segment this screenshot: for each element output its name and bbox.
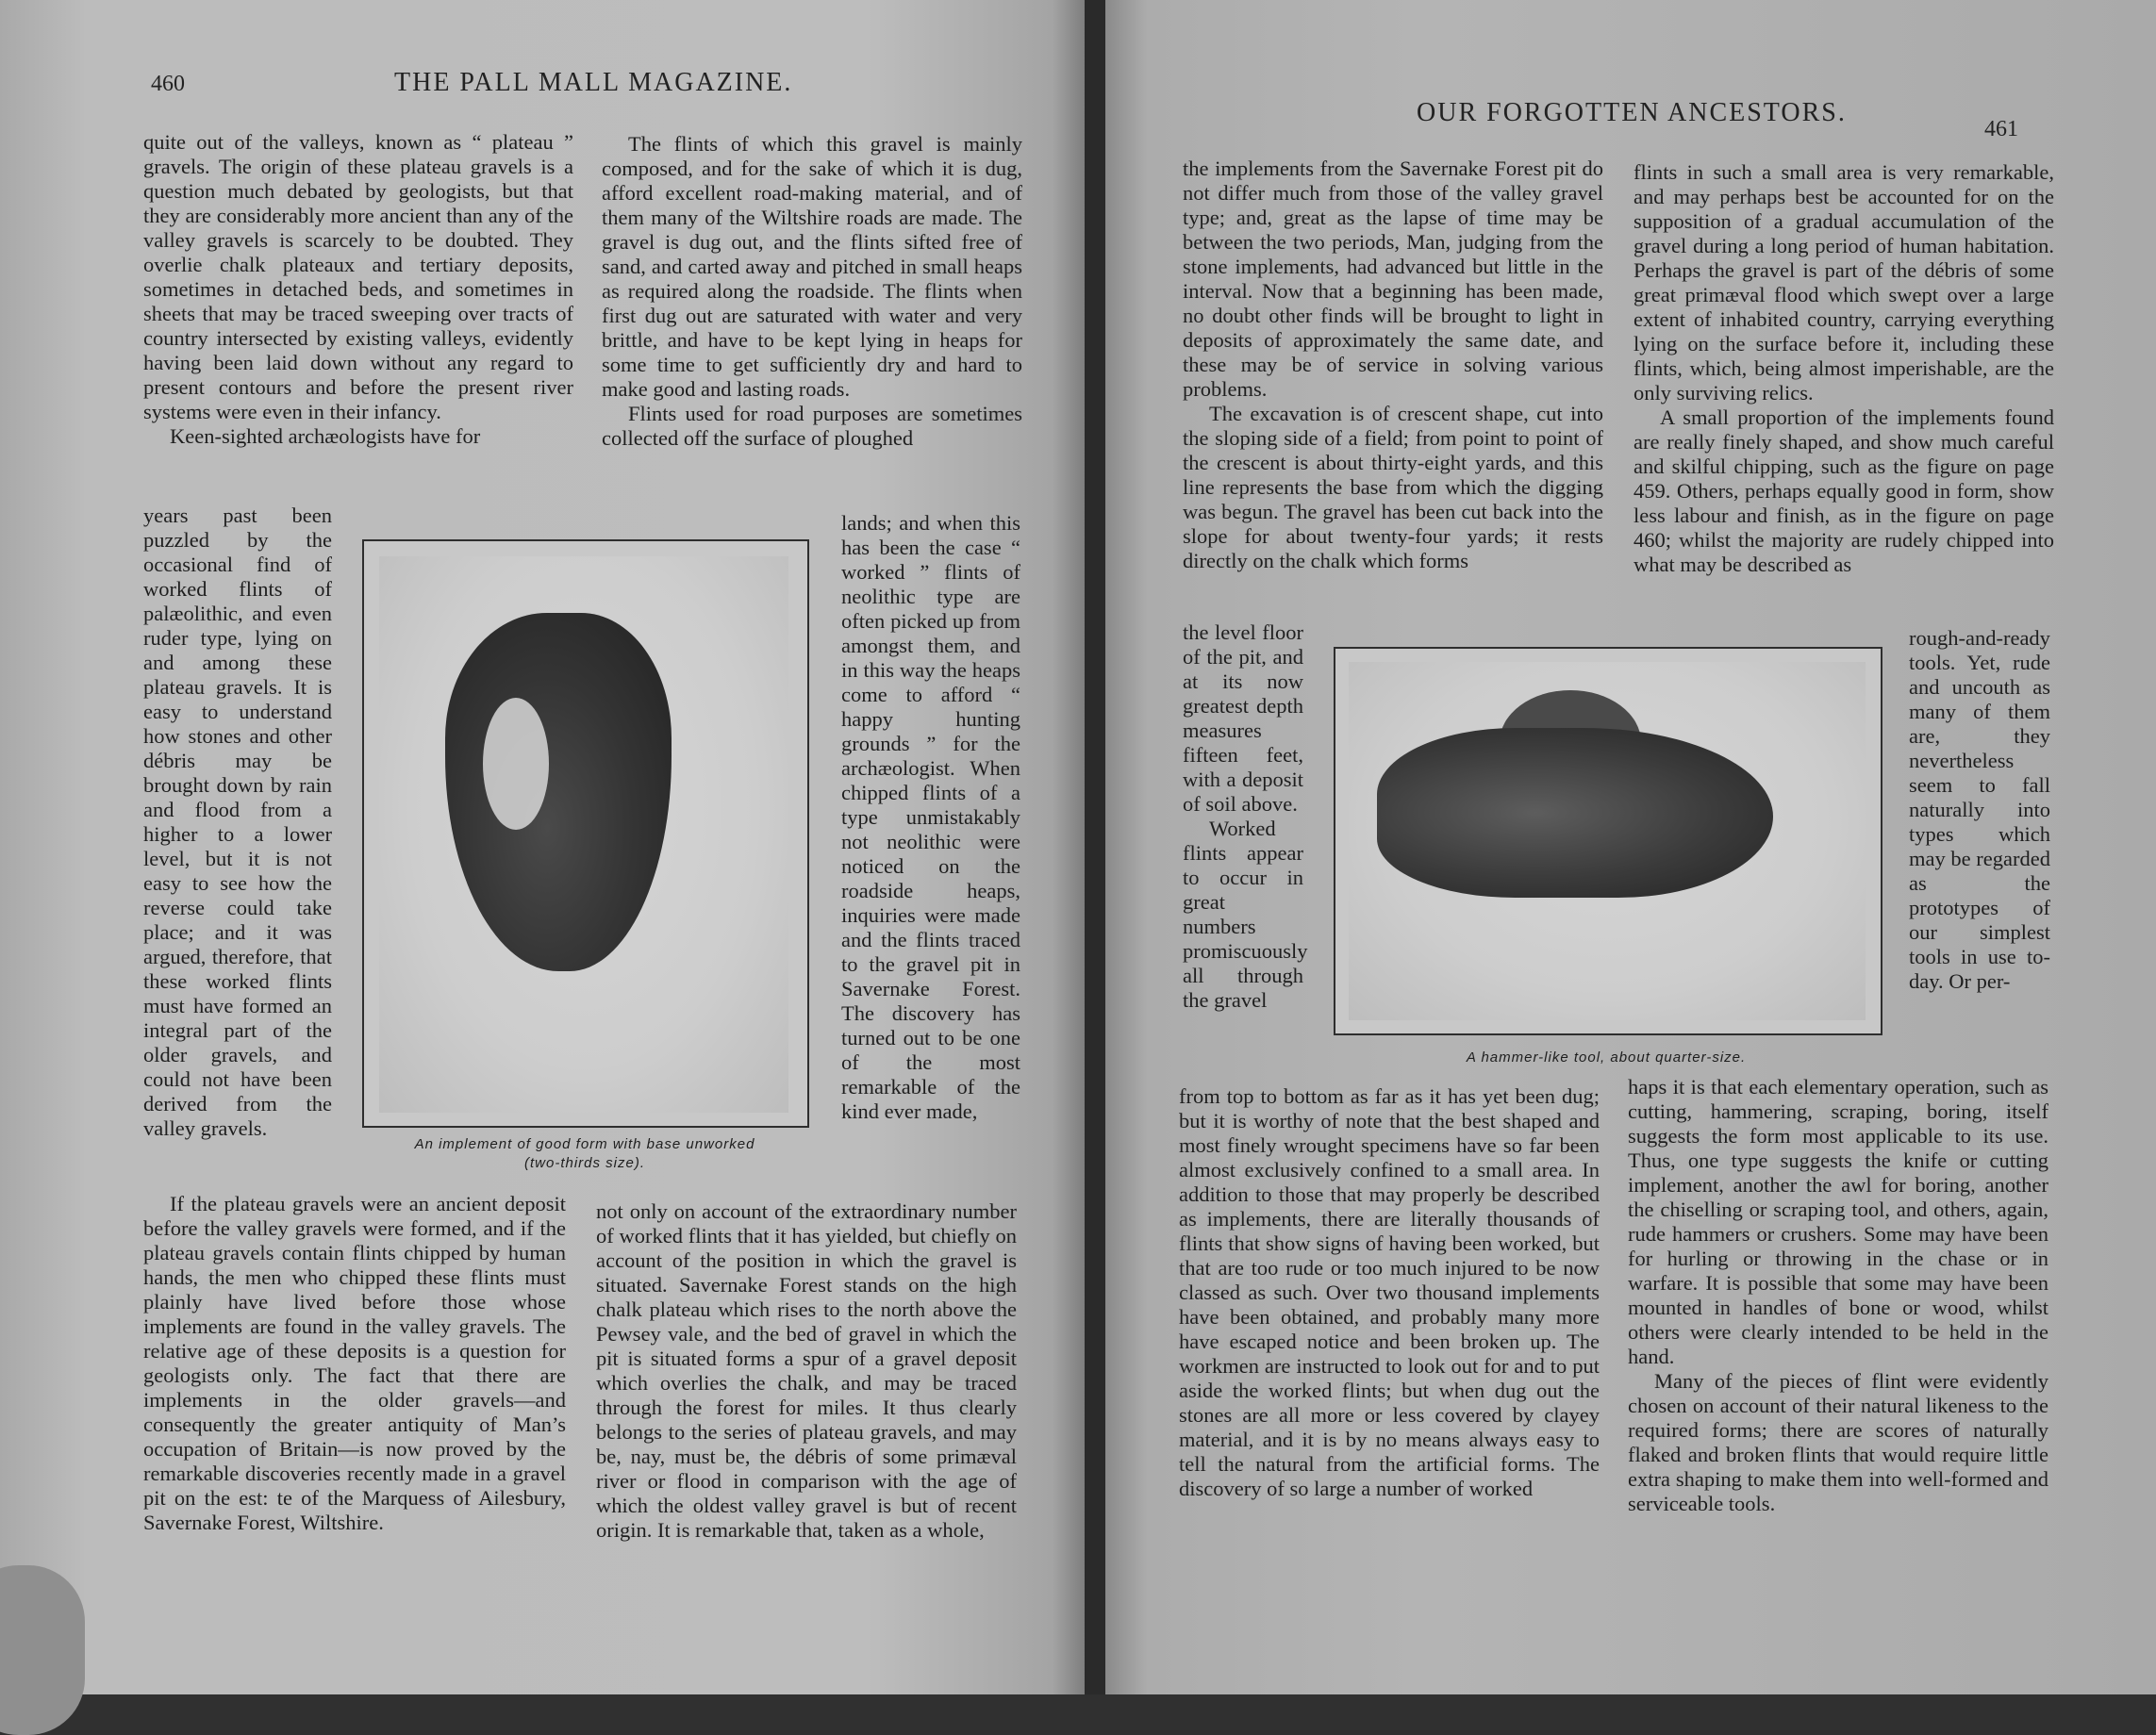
figure-hammer-tool [1334, 647, 1882, 1035]
column-1-top [1183, 157, 1603, 573]
running-head: OUR FORGOTTEN ANCESTORS. [1417, 98, 1847, 127]
paragraph: years past been puzzled by the occasional find of worked flints of palæolithic, and even ruder type, lying on and among these plateau gravels. It is easy to understand how stones and other débris may be brought down by rain and flood from a higher to a lower level, but it is not easy to see how the reverse could take place; and it was argued, therefore, that these worked flints must have formed an integral part of the older gravels, and could not have been derived from the valley gravels. [143, 504, 332, 1140]
paragraph: If the plateau gravels were an ancient deposit before the valley gravels were formed, and if the plateau gravels contain flints chipped by human hands, the men who chipped these flints must plainly have lived before those whose implements are found in the valley gravels. The relative age of these deposits is a question for geologists only. The fact that there are implements in the older gravels—and consequently the greater antiquity of Man’s occupation of Britain—is now proved by the remarkable discoveries recently made in a gravel pit on the est: te of the Marquess of Ailesbury, Savernake Forest, Wiltshire. [143, 1192, 566, 1534]
figure-caption [358, 1135, 811, 1173]
paragraph: A small proportion of the implements found are really finely shaped, and show much careful and skilful chipping, such as the figure on page 459. Others, perhaps equally good in form, show less labour and finish, as in the figure on page 460; whilst the majority are rudely chipped into what may be described as [1634, 405, 2054, 576]
page-number: 461 [1984, 117, 2018, 141]
paragraph: The excavation is of crescent shape, cut into the sloping side of a field; from point to point of the crescent is about thirty-eight yards, and this line represents the base from which the digging was begun. The gravel has been cut back into the slope for about twenty-four yards; it rests directly on the chalk which forms [1183, 402, 1603, 572]
paragraph: from top to bottom as far as it has yet been dug; but it is worthy of note that the best shaped and most finely wrought specimens have so far been almost exclusively confined to a small area. In addition to those that may properly be described as implements, there are literally thousands of flints that show signs of having been worked, but that are too rude or too much injured to be now classed as such. Over two thousand implements have been obtained, and probably many more have escaped notice and been broken up. The workmen are instructed to look out for and to put aside the worked flints; but when dug out the stones are all more or less covered by clayey material, and it is by no means always easy to tell the natural from the artificial forms. The discovery of so large a number of worked [1179, 1084, 1600, 1500]
column-2-bottom [1628, 1075, 2048, 1516]
book-gutter [1085, 0, 1105, 1694]
implement-photo [379, 556, 788, 1113]
paragraph: rough-and-ready tools. Yet, rude and uncouth as many of them are, they nevertheless seem to fall naturally into types which may be regarded as the prototypes of our simplest tools in use to-day. Or per- [1909, 626, 2050, 993]
left-page [0, 0, 1085, 1694]
column-1-bottom [143, 1192, 566, 1535]
paragraph: haps it is that each elementary operation, such as cutting, hammering, scraping, boring, itself suggests the form most applicable to its use. Thus, one type suggests the knife or cutting implement, another the awl for boring, another the chiselling or scraping tool, and others, again, rude hammers or crushers. Some may have been for hurling or throwing in the chase or in warfare. It is possible that some may have been mounted in handles of bone or wood, whilst others were clearly intended to be held in the hand. [1628, 1075, 2048, 1368]
column-1-top [143, 130, 573, 449]
column-2-top [602, 132, 1022, 451]
paragraph: The flints of which this gravel is mainly composed, and for the sake of which it is dug, afford excellent road-making material, and of them many of the Wiltshire roads are made. The gravel is dug out, and the flints sifted free of sand, and carted away and pitched in small heaps as required along the roadside. The flints when first dug out are saturated with water and very brittle, and have to be kept lying in heaps for some time to get sufficiently dry and hard to make good and lasting roads. [602, 132, 1022, 401]
hammer-tool-photo [1349, 662, 1866, 1020]
paragraph: not only on account of the extraordinary number of worked flints that it has yielded, but chiefly on account of the position in which the gravel is situated. Savernake Forest stands on the high chalk plateau which rises to the north above the Pewsey vale, and the bed of gravel in which the pit is situated forms a spur of a gravel deposit which overlies the chalk, and may be traced through the forest for miles. It thus clearly belongs to the series of plateau gravels, and may be, nay, must be, the débris of some primæval river or flood in comparison with the age of which the oldest valley gravel is but of recent origin. It is remarkable that, taken as a whole, [596, 1199, 1017, 1542]
paragraph: quite out of the valleys, known as “ plateau ” gravels. The origin of these plateau gravels is a question much debated by geologists, but that they are considerably more ancient than any of the valley gravels is scarcely to be doubted. They overlie chalk plateaux and tertiary deposits, sometimes in detached beds, and sometimes in sheets that may be traced sweeping over tracts of country intersected by existing valleys, evidently having been laid down without any regard to present contours and before the present river systems were even in their infancy. [143, 130, 573, 423]
paragraph: Flints used for road purposes are sometimes collected off the surface of ploughed [602, 402, 1022, 450]
running-head: THE PALL MALL MAGAZINE. [394, 68, 793, 97]
column-1-narrow [143, 504, 332, 1141]
figure-caption: A hammer-like tool, about quarter-size. [1466, 1049, 1747, 1066]
hammer-tool-image [1377, 728, 1773, 898]
caption-line: An implement of good form with base unworked [414, 1136, 755, 1152]
page-number: 460 [151, 72, 185, 96]
flint-implement-image [445, 613, 672, 971]
column-2-bottom [596, 1199, 1017, 1543]
paragraph: Many of the pieces of flint were evidently chosen on account of their natural likeness to the required forms; there are scores of naturally flaked and broken flints that would require little extra shaping to make them into well-formed and serviceable tools. [1628, 1369, 2048, 1515]
figure-implement [362, 539, 809, 1128]
column-2-top [1634, 160, 2054, 577]
thumb-holding-book [0, 1565, 85, 1735]
column-1-narrow [1183, 620, 1308, 1013]
paragraph: lands; and when this has been the case “ worked ” flints of neolithic type are often picked up from amongst them, and in this way the heaps come to afford “ happy hunting grounds ” for the archæologist. When chipped flints of a type unmistakably not neolithic were noticed on the roadside heaps, inquiries were made and the flints traced to the gravel pit in Savernake Forest. The discovery has turned out to be one of the most remarkable of the kind ever made, [841, 511, 1020, 1123]
paragraph: Keen-sighted archæologists have for [170, 424, 481, 448]
paragraph: flints in such a small area is very remarkable, and may perhaps best be accounted for on the supposition of a gradual accumulation of the gravel during a long period of human habitation. Perhaps the gravel is part of the débris of some great primæval flood which swept over a large extent of inhabited country, carrying everything lying on the surface before it, including these flints, which, being almost imperishable, are the only surviving relics. [1634, 160, 2054, 405]
paragraph: the level floor of the pit, and at its now greatest depth measures fifteen feet, with a deposit of soil above. [1183, 620, 1303, 816]
paragraph: Worked flints appear to occur in great numbers promiscuously all through the gravel [1183, 817, 1308, 1012]
flint-flake-highlight [483, 698, 549, 830]
caption-line: (two-thirds size). [523, 1155, 646, 1171]
column-2-narrow [841, 511, 1020, 1124]
column-1-bottom [1179, 1084, 1600, 1501]
column-2-narrow [1909, 626, 2050, 994]
right-page [1105, 0, 2156, 1694]
paragraph: the implements from the Savernake Forest pit do not differ much from those of the valley gravel type; and, great as the lapse of time may be between the two periods, Man, judging from the stone implements, had advanced but little in the interval. Now that a beginning has been made, no doubt other finds will be brought to light in deposits of approximately the same date, and these may be of service in solving various problems. [1183, 157, 1603, 401]
